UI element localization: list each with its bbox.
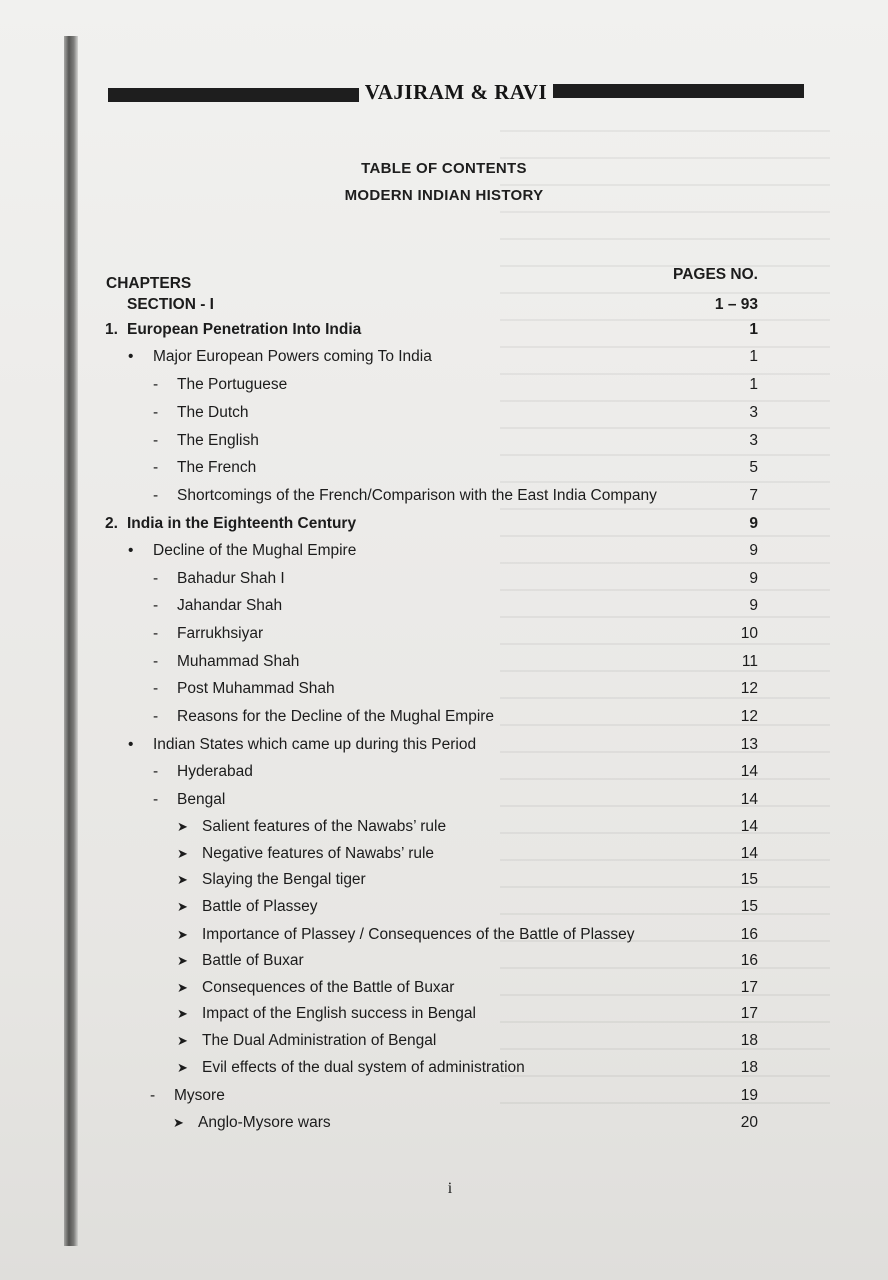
entry-title: Importance of Plassey / Consequences of the Battle of Plassey bbox=[202, 926, 635, 943]
entry-title: The English bbox=[177, 432, 259, 449]
toc-entry bbox=[0, 372, 888, 398]
entry-title: Impact of the English success in Bengal bbox=[202, 1005, 476, 1022]
toc-entry bbox=[0, 621, 888, 647]
entry-page-number: 11 bbox=[741, 653, 758, 670]
entry-page-number: 14 bbox=[740, 791, 758, 808]
entry-page-number: 1 bbox=[749, 376, 758, 393]
toc-entry bbox=[0, 649, 888, 675]
entry-title: Bahadur Shah I bbox=[177, 570, 285, 587]
entry-marker: ➤ bbox=[177, 1060, 188, 1075]
entry-title: The Dual Administration of Bengal bbox=[202, 1032, 437, 1049]
chapters-column-label: CHAPTERS bbox=[106, 275, 192, 292]
entry-marker: ➤ bbox=[177, 899, 188, 914]
entry-title: Battle of Buxar bbox=[202, 952, 304, 969]
toc-entry bbox=[0, 511, 888, 537]
entry-title: Anglo-Mysore wars bbox=[198, 1114, 331, 1131]
entry-page-number: 18 bbox=[740, 1059, 758, 1076]
entry-title: Reasons for the Decline of the Mughal Empire bbox=[177, 708, 495, 725]
toc-heading: TABLE OF CONTENTS bbox=[361, 160, 527, 177]
column-headers bbox=[0, 267, 888, 293]
section-label: SECTION - I bbox=[127, 296, 214, 313]
entry-title: Post Muhammad Shah bbox=[177, 680, 335, 697]
entry-title: Muhammad Shah bbox=[177, 653, 300, 670]
toc-entry bbox=[0, 894, 888, 920]
toc-entry bbox=[0, 317, 888, 343]
entry-title: The Portuguese bbox=[177, 376, 288, 393]
entry-page-number: 9 bbox=[749, 515, 758, 532]
toc-entry bbox=[0, 455, 888, 481]
entry-page-number: 1 bbox=[749, 348, 758, 365]
toc-entry bbox=[0, 732, 888, 758]
entry-page-number: 13 bbox=[740, 736, 758, 753]
entry-title: Farrukhsiyar bbox=[177, 625, 264, 642]
toc-entry bbox=[0, 867, 888, 893]
toc-entry bbox=[0, 787, 888, 813]
toc-entry bbox=[0, 1001, 888, 1027]
entry-marker: - bbox=[153, 487, 159, 504]
entry-marker: ➤ bbox=[173, 1115, 184, 1130]
entry-page-number: 14 bbox=[740, 845, 758, 862]
toc-entry bbox=[0, 1110, 888, 1136]
entry-page-number: 9 bbox=[749, 597, 758, 614]
entry-page-number: 5 bbox=[749, 459, 758, 476]
entry-title: Hyderabad bbox=[177, 763, 253, 780]
entry-page-number: 17 bbox=[740, 979, 758, 996]
entry-page-number: 20 bbox=[740, 1114, 758, 1131]
header-rule-right bbox=[553, 84, 804, 98]
toc-entry bbox=[0, 1055, 888, 1081]
entry-title: Consequences of the Battle of Buxar bbox=[202, 979, 455, 996]
entry-marker: - bbox=[153, 459, 159, 476]
entry-page-number: 16 bbox=[740, 952, 758, 969]
entry-page-number: 3 bbox=[749, 432, 758, 449]
subject-heading: MODERN INDIAN HISTORY bbox=[344, 187, 544, 204]
entry-title: Major European Powers coming To India bbox=[153, 348, 432, 365]
entry-title: India in the Eighteenth Century bbox=[127, 515, 357, 532]
entry-title: Shortcomings of the French/Comparison with the East India Company bbox=[177, 487, 657, 504]
entry-marker: - bbox=[153, 376, 159, 393]
header-rule-left bbox=[108, 88, 359, 102]
folio-number: i bbox=[447, 1180, 453, 1197]
entry-marker: - bbox=[153, 653, 159, 670]
toc-entry bbox=[0, 566, 888, 592]
entry-marker: - bbox=[153, 570, 159, 587]
entry-marker: - bbox=[153, 791, 159, 808]
entry-marker: - bbox=[153, 432, 159, 449]
entry-marker: - bbox=[153, 625, 159, 642]
entry-title: Bengal bbox=[177, 791, 226, 808]
entry-marker: ➤ bbox=[177, 980, 188, 995]
entry-title: Negative features of Nawabs’ rule bbox=[202, 845, 435, 862]
entry-page-number: 9 bbox=[749, 542, 758, 559]
entry-marker: ➤ bbox=[177, 927, 188, 942]
entry-page-number: 12 bbox=[740, 708, 758, 725]
entry-title: The French bbox=[177, 459, 257, 476]
entry-page-number: 17 bbox=[740, 1005, 758, 1022]
entry-marker: - bbox=[153, 763, 159, 780]
entry-title: European Penetration Into India bbox=[127, 321, 362, 338]
section-row bbox=[0, 292, 888, 318]
entry-title: Battle of Plassey bbox=[202, 898, 318, 915]
entry-marker: 1. bbox=[105, 321, 118, 338]
entry-marker: ➤ bbox=[177, 819, 188, 834]
entry-page-number: 1 bbox=[749, 321, 758, 338]
entry-page-number: 16 bbox=[740, 926, 758, 943]
entry-marker: • bbox=[128, 736, 134, 753]
entry-title: Evil effects of the dual system of administration bbox=[202, 1059, 525, 1076]
entry-title: The Dutch bbox=[177, 404, 249, 421]
entry-title: Jahandar Shah bbox=[177, 597, 283, 614]
toc-entry bbox=[0, 759, 888, 785]
pages-column-label: PAGES NO. bbox=[673, 266, 758, 283]
entry-marker: ➤ bbox=[177, 1006, 188, 1021]
entry-page-number: 14 bbox=[740, 818, 758, 835]
toc-entry bbox=[0, 814, 888, 840]
entry-marker: ➤ bbox=[177, 846, 188, 861]
entry-marker: • bbox=[128, 542, 134, 559]
entry-marker: ➤ bbox=[177, 872, 188, 887]
toc-entry bbox=[0, 593, 888, 619]
entry-page-number: 19 bbox=[740, 1087, 758, 1104]
entry-marker: - bbox=[153, 680, 159, 697]
toc-entry bbox=[0, 975, 888, 1001]
toc-entry bbox=[0, 400, 888, 426]
entry-page-number: 15 bbox=[740, 871, 758, 888]
entry-page-number: 3 bbox=[749, 404, 758, 421]
header-title: VAJIRAM & RAVI bbox=[364, 79, 548, 104]
entry-page-number: 7 bbox=[749, 487, 758, 504]
toc-entry bbox=[0, 483, 888, 509]
entry-marker: ➤ bbox=[177, 1033, 188, 1048]
entry-page-number: 12 bbox=[740, 680, 758, 697]
entry-title: Indian States which came up during this Period bbox=[153, 736, 477, 753]
entry-marker: • bbox=[128, 348, 134, 365]
toc-entry bbox=[0, 1083, 888, 1109]
entry-page-number: 9 bbox=[749, 570, 758, 587]
entry-page-number: 15 bbox=[740, 898, 758, 915]
entry-title: Salient features of the Nawabs’ rule bbox=[202, 818, 447, 835]
toc-entry bbox=[0, 841, 888, 867]
toc-entry bbox=[0, 538, 888, 564]
page-header bbox=[108, 80, 804, 104]
toc-entry bbox=[0, 676, 888, 702]
toc-entry bbox=[0, 704, 888, 730]
toc-entry bbox=[0, 428, 888, 454]
toc-entry bbox=[0, 922, 888, 948]
entry-title: Decline of the Mughal Empire bbox=[153, 542, 357, 559]
section-page-range: 1 – 93 bbox=[714, 296, 758, 313]
toc-entry bbox=[0, 344, 888, 370]
entry-page-number: 14 bbox=[740, 763, 758, 780]
entry-marker: ➤ bbox=[177, 953, 188, 968]
entry-page-number: 10 bbox=[740, 625, 758, 642]
entry-title: Slaying the Bengal tiger bbox=[202, 871, 366, 888]
entry-marker: - bbox=[153, 597, 159, 614]
entry-marker: - bbox=[153, 404, 159, 421]
entry-marker: - bbox=[153, 708, 159, 725]
entry-marker: 2. bbox=[105, 515, 118, 532]
toc-entry bbox=[0, 1028, 888, 1054]
toc-entry bbox=[0, 948, 888, 974]
entry-marker: - bbox=[150, 1087, 156, 1104]
entry-page-number: 18 bbox=[740, 1032, 758, 1049]
entry-title: Mysore bbox=[174, 1087, 225, 1104]
